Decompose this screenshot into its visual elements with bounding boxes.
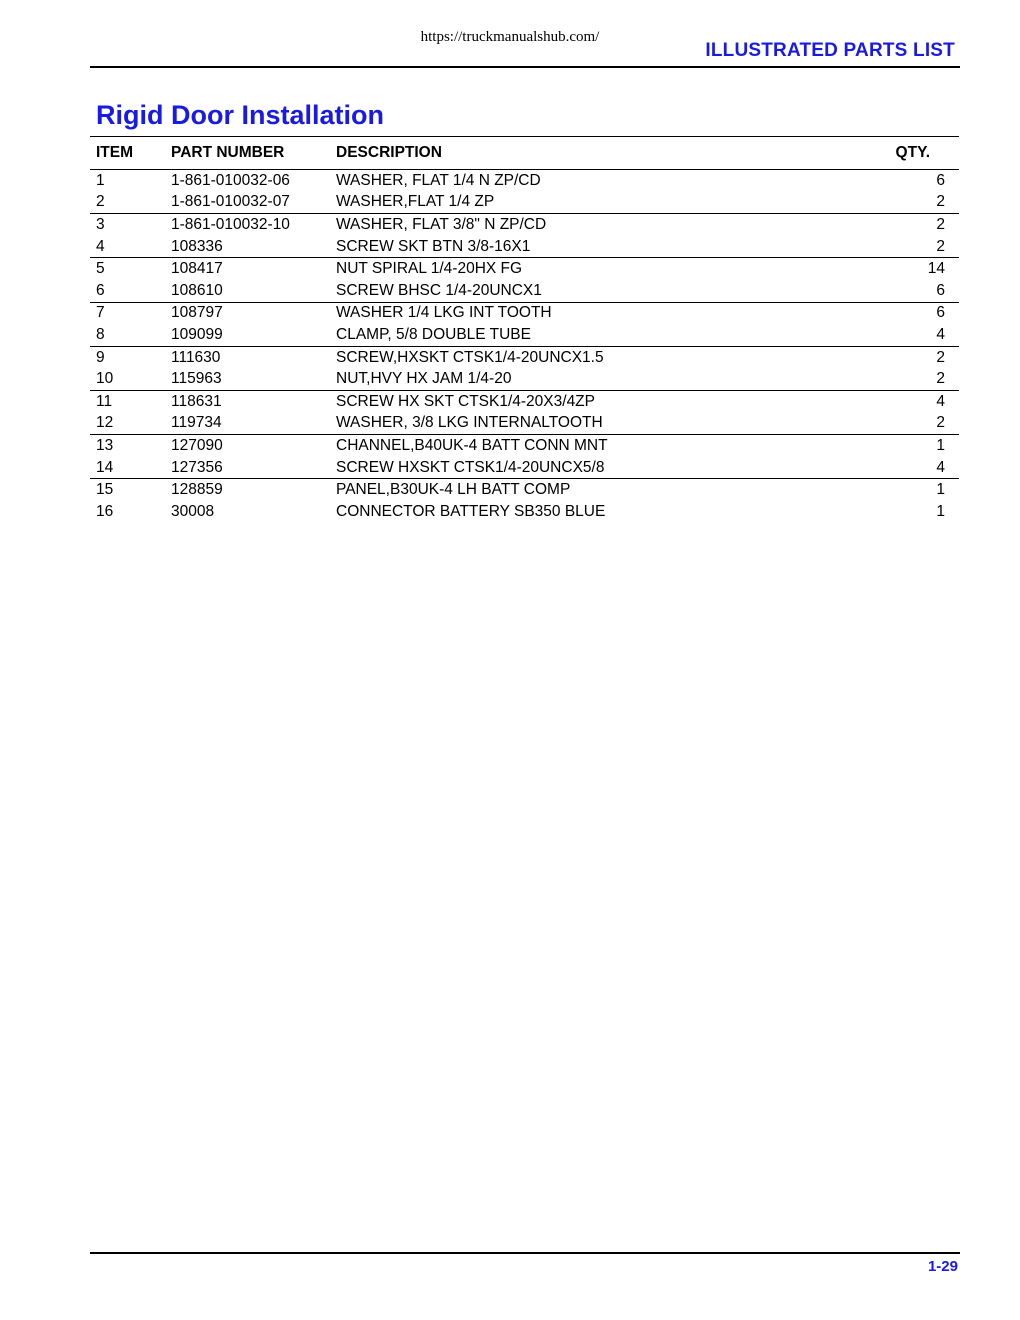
cell-item: 12 (96, 414, 114, 432)
column-header-part-number: PART NUMBER (171, 144, 285, 161)
cell-qty: 1 (936, 481, 945, 499)
cell-description: WASHER, FLAT 3/8" N ZP/CD (336, 215, 547, 233)
cell-qty: 2 (936, 193, 945, 211)
table-row (90, 324, 959, 346)
column-header-description: DESCRIPTION (336, 144, 442, 161)
cell-item: 2 (96, 193, 105, 211)
cell-description: WASHER 1/4 LKG INT TOOTH (336, 304, 552, 322)
cell-item: 3 (96, 215, 105, 233)
parts-table (90, 136, 959, 523)
cell-part-number: 128859 (171, 481, 223, 499)
cell-qty: 2 (936, 414, 945, 432)
cell-description: PANEL,B30UK-4 LH BATT COMP (336, 481, 571, 499)
cell-description: CONNECTOR BATTERY SB350 BLUE (336, 502, 606, 520)
cell-description: NUT SPIRAL 1/4-20HX FG (336, 260, 523, 278)
cell-part-number: 109099 (171, 325, 223, 343)
cell-description: WASHER,FLAT 1/4 ZP (336, 193, 495, 211)
cell-qty: 14 (927, 260, 945, 278)
table-row (90, 258, 959, 280)
section-title: ILLUSTRATED PARTS LIST (705, 40, 955, 61)
cell-description: WASHER, FLAT 1/4 N ZP/CD (336, 171, 541, 189)
cell-qty: 4 (936, 458, 945, 476)
source-url: https://truckmanualshub.com/ (420, 29, 600, 45)
cell-part-number: 118631 (171, 392, 222, 410)
page-title: Rigid Door Installation (96, 100, 384, 130)
page-number: 1-29 (927, 1258, 958, 1275)
header-row (90, 137, 959, 170)
cell-qty: 6 (936, 171, 945, 189)
table-row (90, 479, 959, 501)
table-row (90, 346, 959, 368)
cell-part-number: 119734 (171, 414, 222, 432)
cell-part-number: 111630 (171, 348, 221, 366)
cell-qty: 4 (936, 392, 945, 410)
cell-qty: 6 (936, 304, 945, 322)
table-row (90, 390, 959, 412)
cell-part-number: 127090 (171, 436, 223, 454)
table-row (90, 170, 959, 192)
cell-qty: 2 (936, 215, 945, 233)
cell-description: CLAMP, 5/8 DOUBLE TUBE (336, 325, 531, 343)
cell-part-number: 108417 (171, 260, 223, 278)
cell-qty: 2 (936, 237, 945, 255)
cell-part-number: 108797 (171, 304, 223, 322)
cell-part-number: 30008 (171, 502, 215, 520)
table-row (90, 280, 959, 302)
cell-item: 7 (96, 304, 105, 322)
column-header-item: ITEM (96, 144, 134, 161)
cell-qty: 2 (936, 370, 945, 388)
cell-item: 13 (96, 436, 114, 454)
cell-item: 16 (96, 502, 114, 520)
table-row (90, 501, 959, 523)
table-row (90, 214, 959, 236)
table-row (90, 192, 959, 214)
cell-item: 8 (96, 325, 105, 343)
cell-part-number: 1-861-010032-10 (171, 215, 290, 233)
column-header-qty: QTY. (895, 144, 930, 161)
cell-part-number: 108336 (171, 237, 223, 255)
cell-item: 9 (96, 348, 105, 366)
table-row (90, 302, 959, 324)
cell-item: 1 (96, 171, 105, 189)
cell-description: SCREW BHSC 1/4-20UNCX1 (336, 281, 542, 299)
cell-item: 5 (96, 260, 105, 278)
cell-part-number: 1-861-010032-07 (171, 193, 290, 211)
header-divider (90, 66, 960, 68)
cell-item: 11 (96, 392, 113, 410)
table-header (90, 137, 959, 170)
cell-item: 4 (96, 237, 105, 255)
cell-description: SCREW HX SKT CTSK1/4-20X3/4ZP (336, 392, 595, 410)
cell-part-number: 1-861-010032-06 (171, 171, 290, 189)
cell-part-number: 115963 (171, 370, 222, 388)
cell-description: SCREW,HXSKT CTSK1/4-20UNCX1.5 (336, 348, 604, 366)
table-row (90, 368, 959, 390)
cell-item: 10 (96, 370, 114, 388)
cell-qty: 1 (936, 436, 945, 454)
footer-divider (90, 1252, 960, 1254)
cell-qty: 4 (936, 325, 945, 343)
cell-item: 14 (96, 458, 114, 476)
cell-part-number: 127356 (171, 458, 223, 476)
cell-description: CHANNEL,B40UK-4 BATT CONN MNT (336, 436, 608, 454)
table-row (90, 457, 959, 479)
table-row (90, 413, 959, 435)
table-body (90, 170, 959, 523)
cell-part-number: 108610 (171, 281, 223, 299)
cell-description: WASHER, 3/8 LKG INTERNALTOOTH (336, 414, 603, 432)
cell-item: 6 (96, 281, 105, 299)
cell-description: NUT,HVY HX JAM 1/4-20 (336, 370, 512, 388)
cell-qty: 2 (936, 348, 945, 366)
table-row (90, 236, 959, 258)
cell-item: 15 (96, 481, 114, 499)
cell-description: SCREW HXSKT CTSK1/4-20UNCX5/8 (336, 458, 605, 476)
cell-qty: 6 (936, 281, 945, 299)
table-row (90, 435, 959, 457)
cell-description: SCREW SKT BTN 3/8-16X1 (336, 237, 531, 255)
cell-qty: 1 (936, 502, 945, 520)
